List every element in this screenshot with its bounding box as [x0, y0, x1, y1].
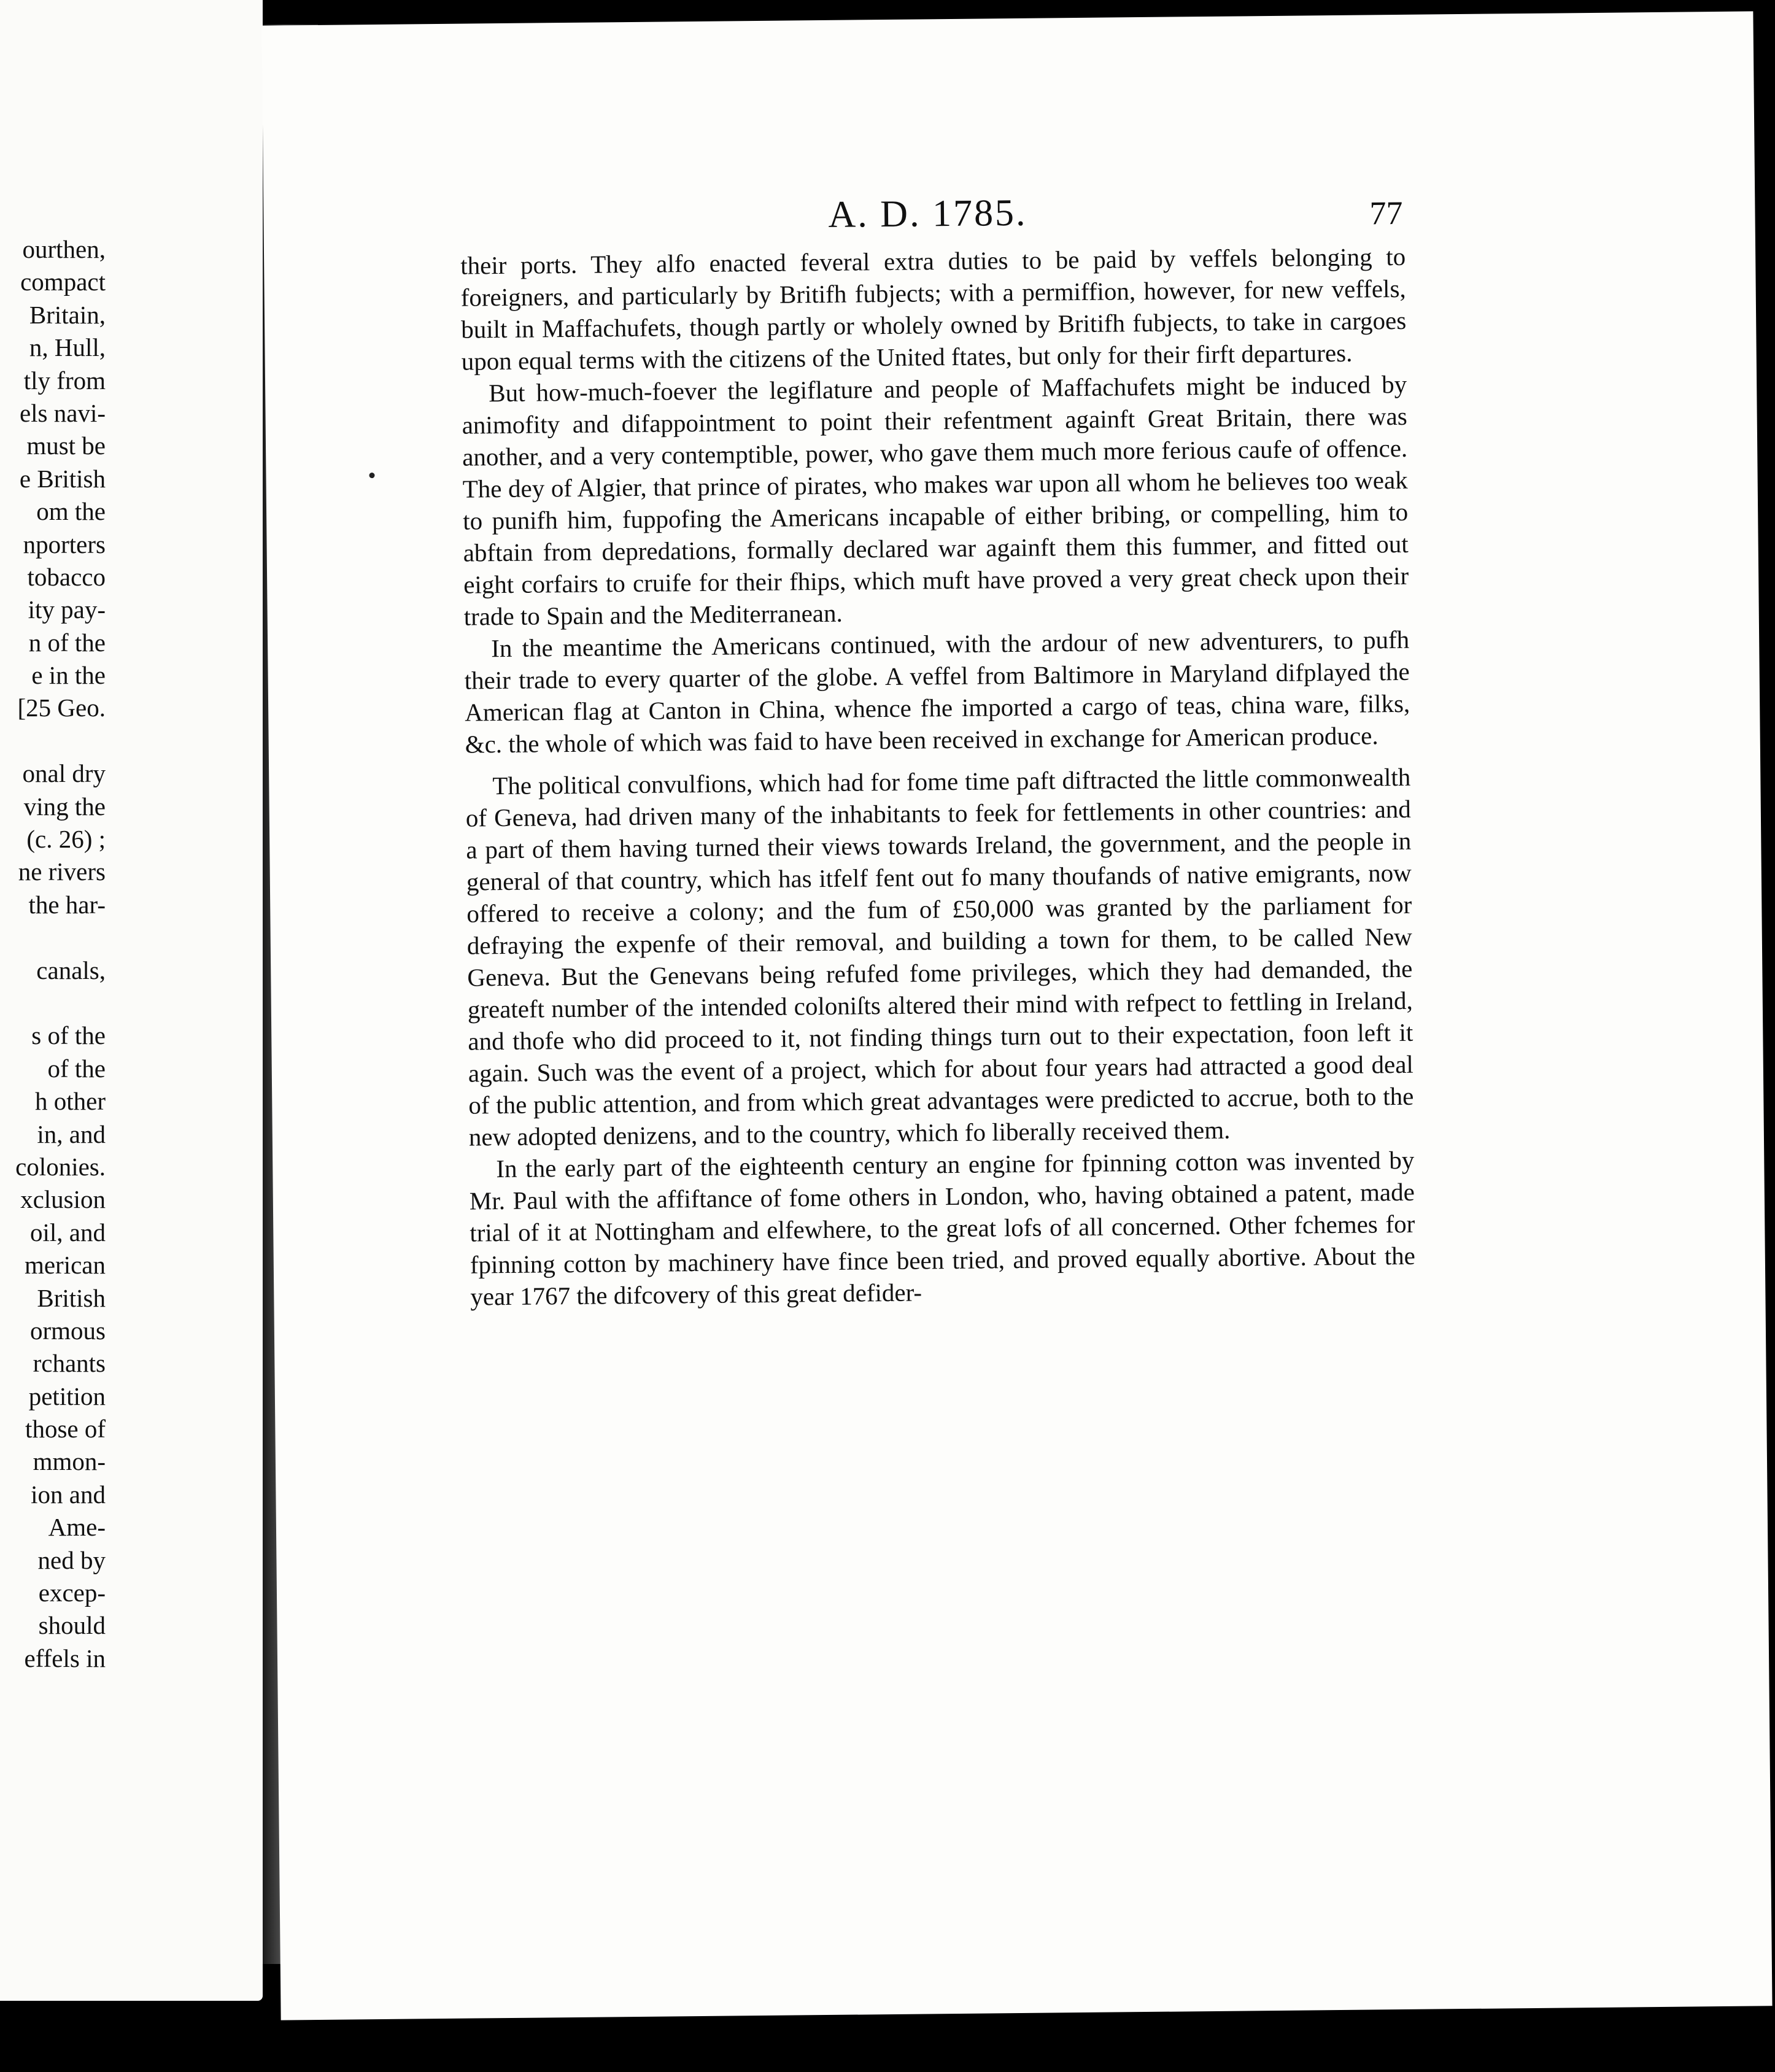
- left-page-line: [15, 987, 106, 1019]
- left-page-line: [15, 725, 106, 757]
- left-page-line: [15, 921, 106, 954]
- left-page-line: onal dry: [22, 759, 106, 788]
- left-page-line: effels in: [24, 1644, 106, 1672]
- left-page-line: tobacco: [27, 562, 106, 591]
- left-page-line: ity pay-: [28, 595, 106, 624]
- left-page-line: tly from: [23, 366, 106, 395]
- left-page-line: ne rivers: [18, 857, 106, 886]
- left-page-line: compact: [20, 268, 106, 296]
- left-page-line: colonies.: [15, 1152, 106, 1181]
- left-page-line: e in the: [31, 661, 106, 690]
- left-page-line: xclusion: [20, 1185, 106, 1214]
- left-page-line: must be: [26, 431, 106, 460]
- left-page-line: n, Hull,: [29, 333, 106, 362]
- left-page-line: should: [38, 1611, 106, 1640]
- left-page-line: nporters: [23, 530, 106, 559]
- scan-speck: [369, 473, 374, 478]
- page-heading: A. D. 1785.: [828, 191, 1027, 236]
- left-page-line: n of the: [28, 628, 106, 657]
- paragraph-2: But how-much-foever the legiflature and people of Maffachufets might be induced by animofity and difappointment to point their refentment againft Great Britain, there was another, and a very contemptible, power, who gave them much more ferious caufe of offence. The dey of Algier, that prince of pirates, who makes war upon all whom he believes too weak to punifh him, fuppofing the Americans incapable of either bribing, or compelling, him to abftain from depredations, formally declared war againft them this fummer, and fitted out eight corfairs to cruife for their fhips, which muft have proved a very great check upon their trade to Spain and the Mediterranean.: [462, 369, 1409, 631]
- left-page-line: om the: [36, 497, 106, 526]
- running-head: [263, 184, 1755, 247]
- left-page-line: Britain,: [29, 300, 106, 329]
- left-page-line: els navi-: [19, 398, 106, 427]
- left-page-line: Ame-: [48, 1513, 106, 1542]
- paragraph-3: In the meantime the Americans continued, with the ardour of new adventurers, to pufh their trade to every quarter of the globe. A veffel from Baltimore in Maryland difplayed the American flag at Canton in China, whence fhe imported a cargo of teas, china ware, filks, &c. the whole of which was faid to have been received in exchange for American produce.: [464, 625, 1410, 759]
- paragraph-5: In the early part of the eighteenth century an engine for fpinning cotton was invented by Mr. Paul with the affiftance of fome others in London, who, having obtained a patent, made trial of it at Nottingham and elfewhere, to the great lofs of all concerned. Other fchemes for fpinning cotton by machinery have fince been tried, and proved equally abortive. About the year 1767 the difcovery of this great defider-: [469, 1145, 1416, 1311]
- paragraph-4: The political convulfions, which had for fome time paft diftracted the little commonwealth of Geneva, had driven many of the inhabitants to feek for fettlements in other countries: and a part of them having turned their views towards Ireland, the government, and the people in general of that country, which has itfelf fent out fo many thoufands of native emigrants, now offered to receive a colony; and the fum of £50,000 was granted by the parliament for defraying the expenfe of their removal, and building a town for them, to be called New Geneva. But the Genevans being refufed fome privileges, which they had demanded, the greateft number of the intended coloniſts altered their mind with refpect to fettling in Ireland, and thofe who did proceed to it, not finding things turn out to their expectation, foon left it again. Such was the event of a project, which for about four years had attracted a good deal of the public attention, and from which great advantages were predicted to accrue, both to the new adopted denizens, and to the country, which fo liberally received them.: [465, 762, 1414, 1151]
- left-page-line: e British: [19, 464, 106, 493]
- left-page-line: h other: [35, 1087, 106, 1116]
- left-page-line: in, and: [37, 1119, 106, 1148]
- paragraph-1: their ports. They alfo enacted feveral extra duties to be paid by veffels belonging to foreigners, and particularly by Britifh fubjects; with a permiffion, however, for new veffels, built in Maffachufets, though partly or wholely owned by Britifh fubjects, to take in cargoes upon equal terms with the citizens of the United ftates, but only for their firft departures.: [460, 242, 1407, 376]
- left-page-line: ourthen,: [22, 235, 106, 263]
- left-page-line: [25 Geo.: [17, 694, 106, 722]
- right-page: [261, 11, 1772, 2020]
- left-page-line: ving the: [23, 792, 106, 821]
- left-page-line: oil, and: [30, 1218, 106, 1247]
- left-page-line: the har-: [28, 890, 106, 919]
- page-number: 77: [1369, 194, 1403, 232]
- left-page-line: British: [37, 1283, 106, 1312]
- left-page-line: rchants: [33, 1349, 106, 1378]
- left-page: [0, 0, 263, 2001]
- left-page-line: ormous: [30, 1316, 106, 1345]
- left-page-line: (c. 26) ;: [26, 825, 106, 854]
- left-page-line: ned by: [37, 1545, 106, 1574]
- left-page-line: petition: [28, 1382, 106, 1410]
- left-page-line: mmon-: [33, 1447, 106, 1476]
- left-page-line: excep-: [38, 1579, 106, 1607]
- left-page-text: [15, 233, 106, 1675]
- left-page-line: those of: [25, 1415, 106, 1444]
- left-page-line: merican: [24, 1251, 106, 1280]
- left-page-line: ion and: [31, 1480, 106, 1509]
- body-text: [460, 241, 1416, 1313]
- left-page-line: canals,: [36, 956, 106, 984]
- left-page-line: of the: [47, 1054, 106, 1083]
- left-page-line: s of the: [31, 1021, 106, 1050]
